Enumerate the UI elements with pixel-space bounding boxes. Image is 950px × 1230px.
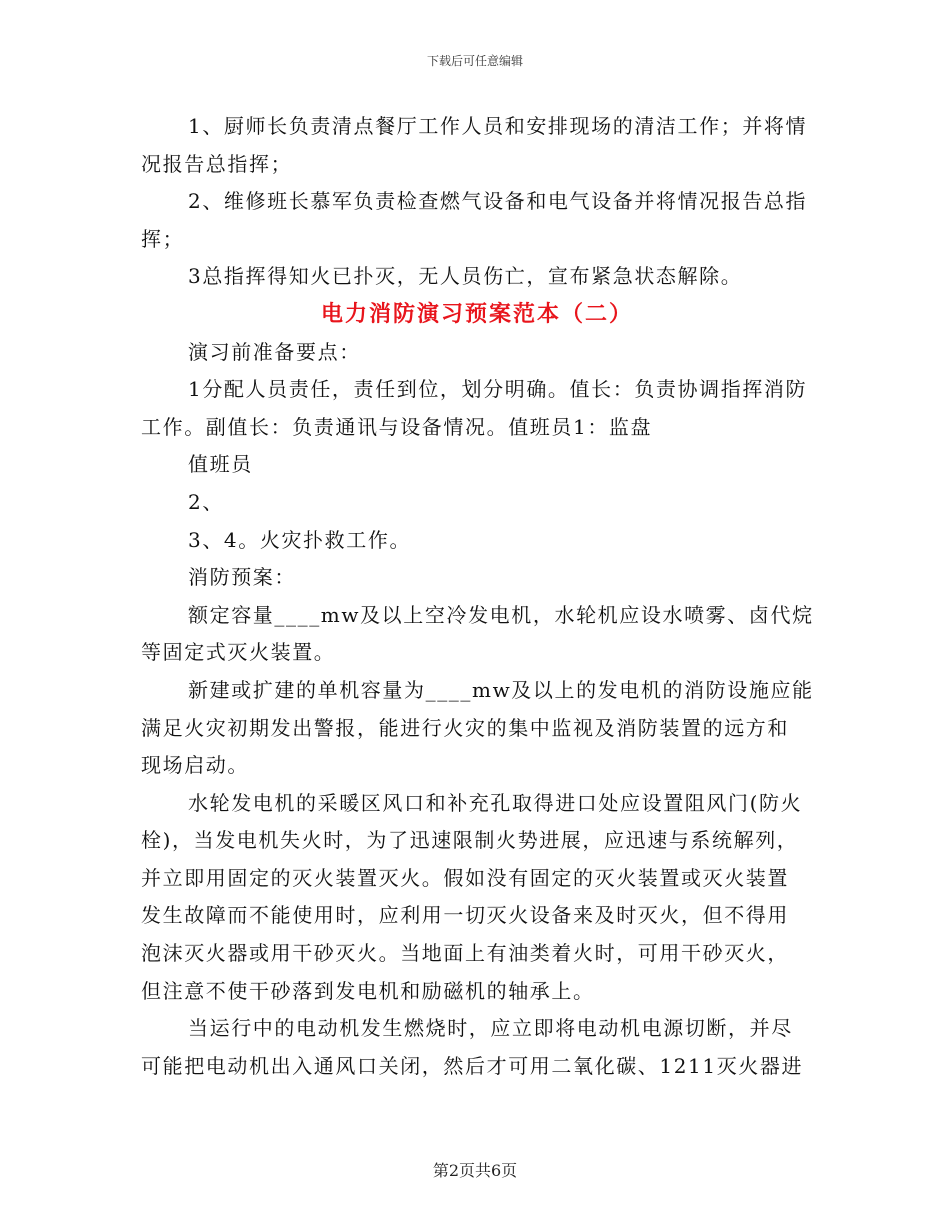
paragraph-line: 额定容量____mw及以上空冷发电机，水轮机应设水喷雾、卤代烷 [188,602,814,627]
paragraph-line: 挥； [141,226,185,251]
paragraph-line: 发生故障而不能使用时，应利用一切灭火设备来及时灭火，但不得用 [141,903,789,928]
paragraph-line: 值班员 [188,452,253,477]
paragraph-line: 2、维修班长慕军负责检查燃气设备和电气设备并将情况报告总指 [188,189,808,214]
document-body [141,108,813,1085]
paragraph-line: 3、4。火灾扑救工作。 [188,527,412,552]
paragraph-line: 工作。副值长：负责通讯与设备情况。值班员1：监盘 [141,414,653,439]
paragraph-line: 现场启动。 [141,753,249,778]
paragraph-line: 演习前准备要点： [188,339,361,364]
paragraph-line: 1、厨师长负责清点餐厅工作人员和安排现场的清洁工作；并将情 [188,114,808,138]
paragraph-line: 泡沫灭火器或用干砂灭火。当地面上有油类着火时，可用干砂灭火， [141,941,789,966]
page-header-note: 下载后可任意编辑 [426,54,523,68]
paragraph-line: 可能把电动机出入通风口关闭，然后才可用二氧化碳、1211灭火器进 [141,1053,804,1078]
paragraph-line: 况报告总指挥； [141,151,293,176]
paragraph-line: 但注意不使干砂落到发电机和励磁机的轴承上。 [141,978,595,1003]
paragraph-line: 并立即用固定的灭火装置灭火。假如没有固定的灭火装置或灭火装置 [141,865,789,890]
paragraph-line: 等固定式灭火装置。 [141,640,336,665]
paragraph-line: 新建或扩建的单机容量为____mw及以上的发电机的消防设施应能 [188,677,814,702]
paragraph-line: 3总指挥得知火已扑灭，无人员伤亡，宣布紧急状态解除。 [188,264,743,289]
paragraph-line: 水轮发电机的采暖区风口和补充孔取得进口处应设置阻风门(防火 [188,790,803,815]
paragraph-line: 消防预案： [188,565,296,590]
page-number: 第2页共6页 [432,1161,518,1180]
paragraph-line: 满足火灾初期发出警报，能进行火灾的集中监视及消防装置的远方和 [141,715,789,740]
paragraph-line: 栓)，当发电机失火时，为了迅速限制火势进展，应迅速与系统解列， [141,828,799,853]
paragraph-line: 2、 [188,489,224,514]
paragraph-line: 1分配人员责任，责任到位，划分明确。值长：负责协调指挥消防 [188,377,808,402]
section-title: 电力消防演习预案范本（二） [320,300,633,327]
paragraph-line: 当运行中的电动机发生燃烧时，应立即将电动机电源切断，并尽 [188,1016,793,1041]
